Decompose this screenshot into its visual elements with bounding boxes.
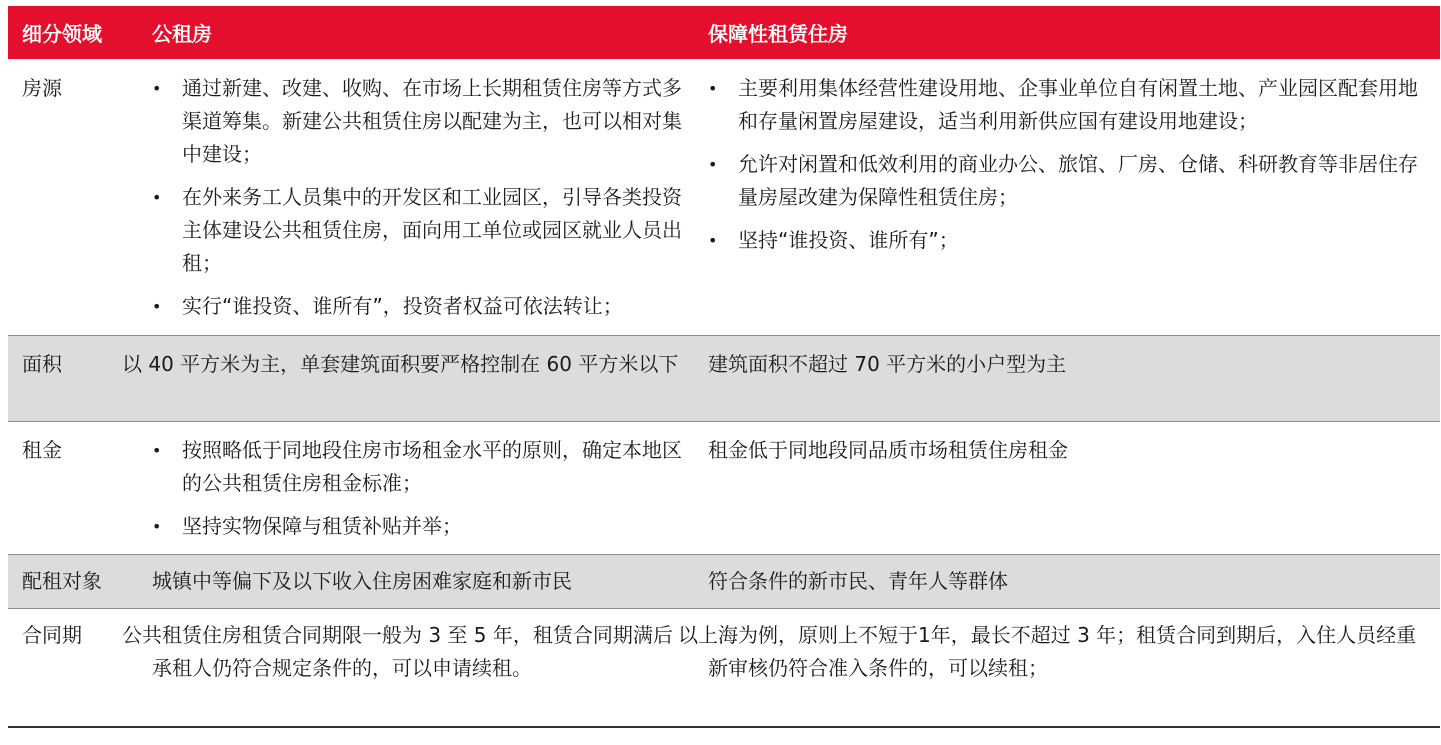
list-item: • 通过新建、改建、收购、在市场上长期租赁住房等方式多渠道筹集。新建公共租赁住房以配建为主，也可以相对集中建设； [152,72,690,171]
table-header [8,6,1440,59]
bullet-icon: • [152,188,162,207]
cell-affordable-rental: 符合条件的新市民、青年人等群体 [708,569,1008,593]
row-label: 房源 [22,76,62,100]
table-row-mianji [8,336,1440,422]
cell-affordable-rental: 以上海为例，原则上不短于1年，最长不超过 3 年；租赁合同到期后，入住人员经重新审核仍符合准入条件的，可以续租； [678,623,1417,680]
bullet-icon: • [708,79,718,98]
bullet-icon: • [152,79,162,98]
list-item: • 主要利用集体经营性建设用地、企事业单位自有闲置土地、产业园区配套用地和存量闲置房屋建设，适当利用新供应国有建设用地建设； [708,72,1434,138]
list-item: • 允许对闲置和低效利用的商业办公、旅馆、厂房、仓储、科研教育等非居住存量房屋改建为保障性租赁住房； [708,148,1434,214]
cell-public-rental [136,434,696,554]
header-field: 细分领域 [22,22,102,46]
cell-public-rental: 城镇中等偏下及以下收入住房困难家庭和新市民 [152,569,572,593]
row-label: 配租对象 [22,569,102,593]
header-affordable-rental: 保障性租赁住房 [708,22,848,46]
bullet-icon: • [152,297,162,316]
row-label: 租金 [22,438,62,462]
bullet-icon: • [152,517,162,536]
row-label: 面积 [22,352,62,376]
table-row-duixiang [8,555,1440,609]
table-row-fangyuan [8,59,1440,336]
list-item: • 在外来务工人员集中的开发区和工业园区，引导各类投资主体建设公共租赁住房，面向用工单位或园区就业人员出租； [152,181,690,280]
header-public-rental: 公租房 [152,22,212,46]
cell-affordable-rental: 建筑面积不超过 70 平方米的小户型为主 [708,352,1067,376]
list-item: • 按照略低于同地段住房市场租金水平的原则，确定本地区的公共租赁住房租金标准； [152,434,690,500]
row-label: 合同期 [22,623,82,647]
table-bottom-rule [8,726,1440,728]
cell-public-rental: 公共租赁住房租赁合同期限一般为 3 至 5 年，租赁合同期满后承租人仍符合规定条件的，可以申请续租。 [122,623,673,680]
cell-affordable-rental [696,72,1440,335]
cell-public-rental [136,72,696,335]
list-item: • 坚持“谁投资、谁所有”； [708,224,1434,257]
table-row-zujin [8,422,1440,555]
bullet-icon: • [708,155,718,174]
list-item: • 坚持实物保障与租赁补贴并举； [152,510,690,543]
cell-affordable-rental: 租金低于同地段同品质市场租赁住房租金 [708,438,1068,462]
bullet-icon: • [708,231,718,250]
cell-public-rental: 以 40 平方米为主，单套建筑面积要严格控制在 60 平方米以下 [122,352,679,376]
comparison-table [8,6,1440,727]
table-row-hetong [8,609,1440,727]
list-item: • 实行“谁投资、谁所有”，投资者权益可依法转让； [152,290,690,323]
bullet-icon: • [152,441,162,460]
